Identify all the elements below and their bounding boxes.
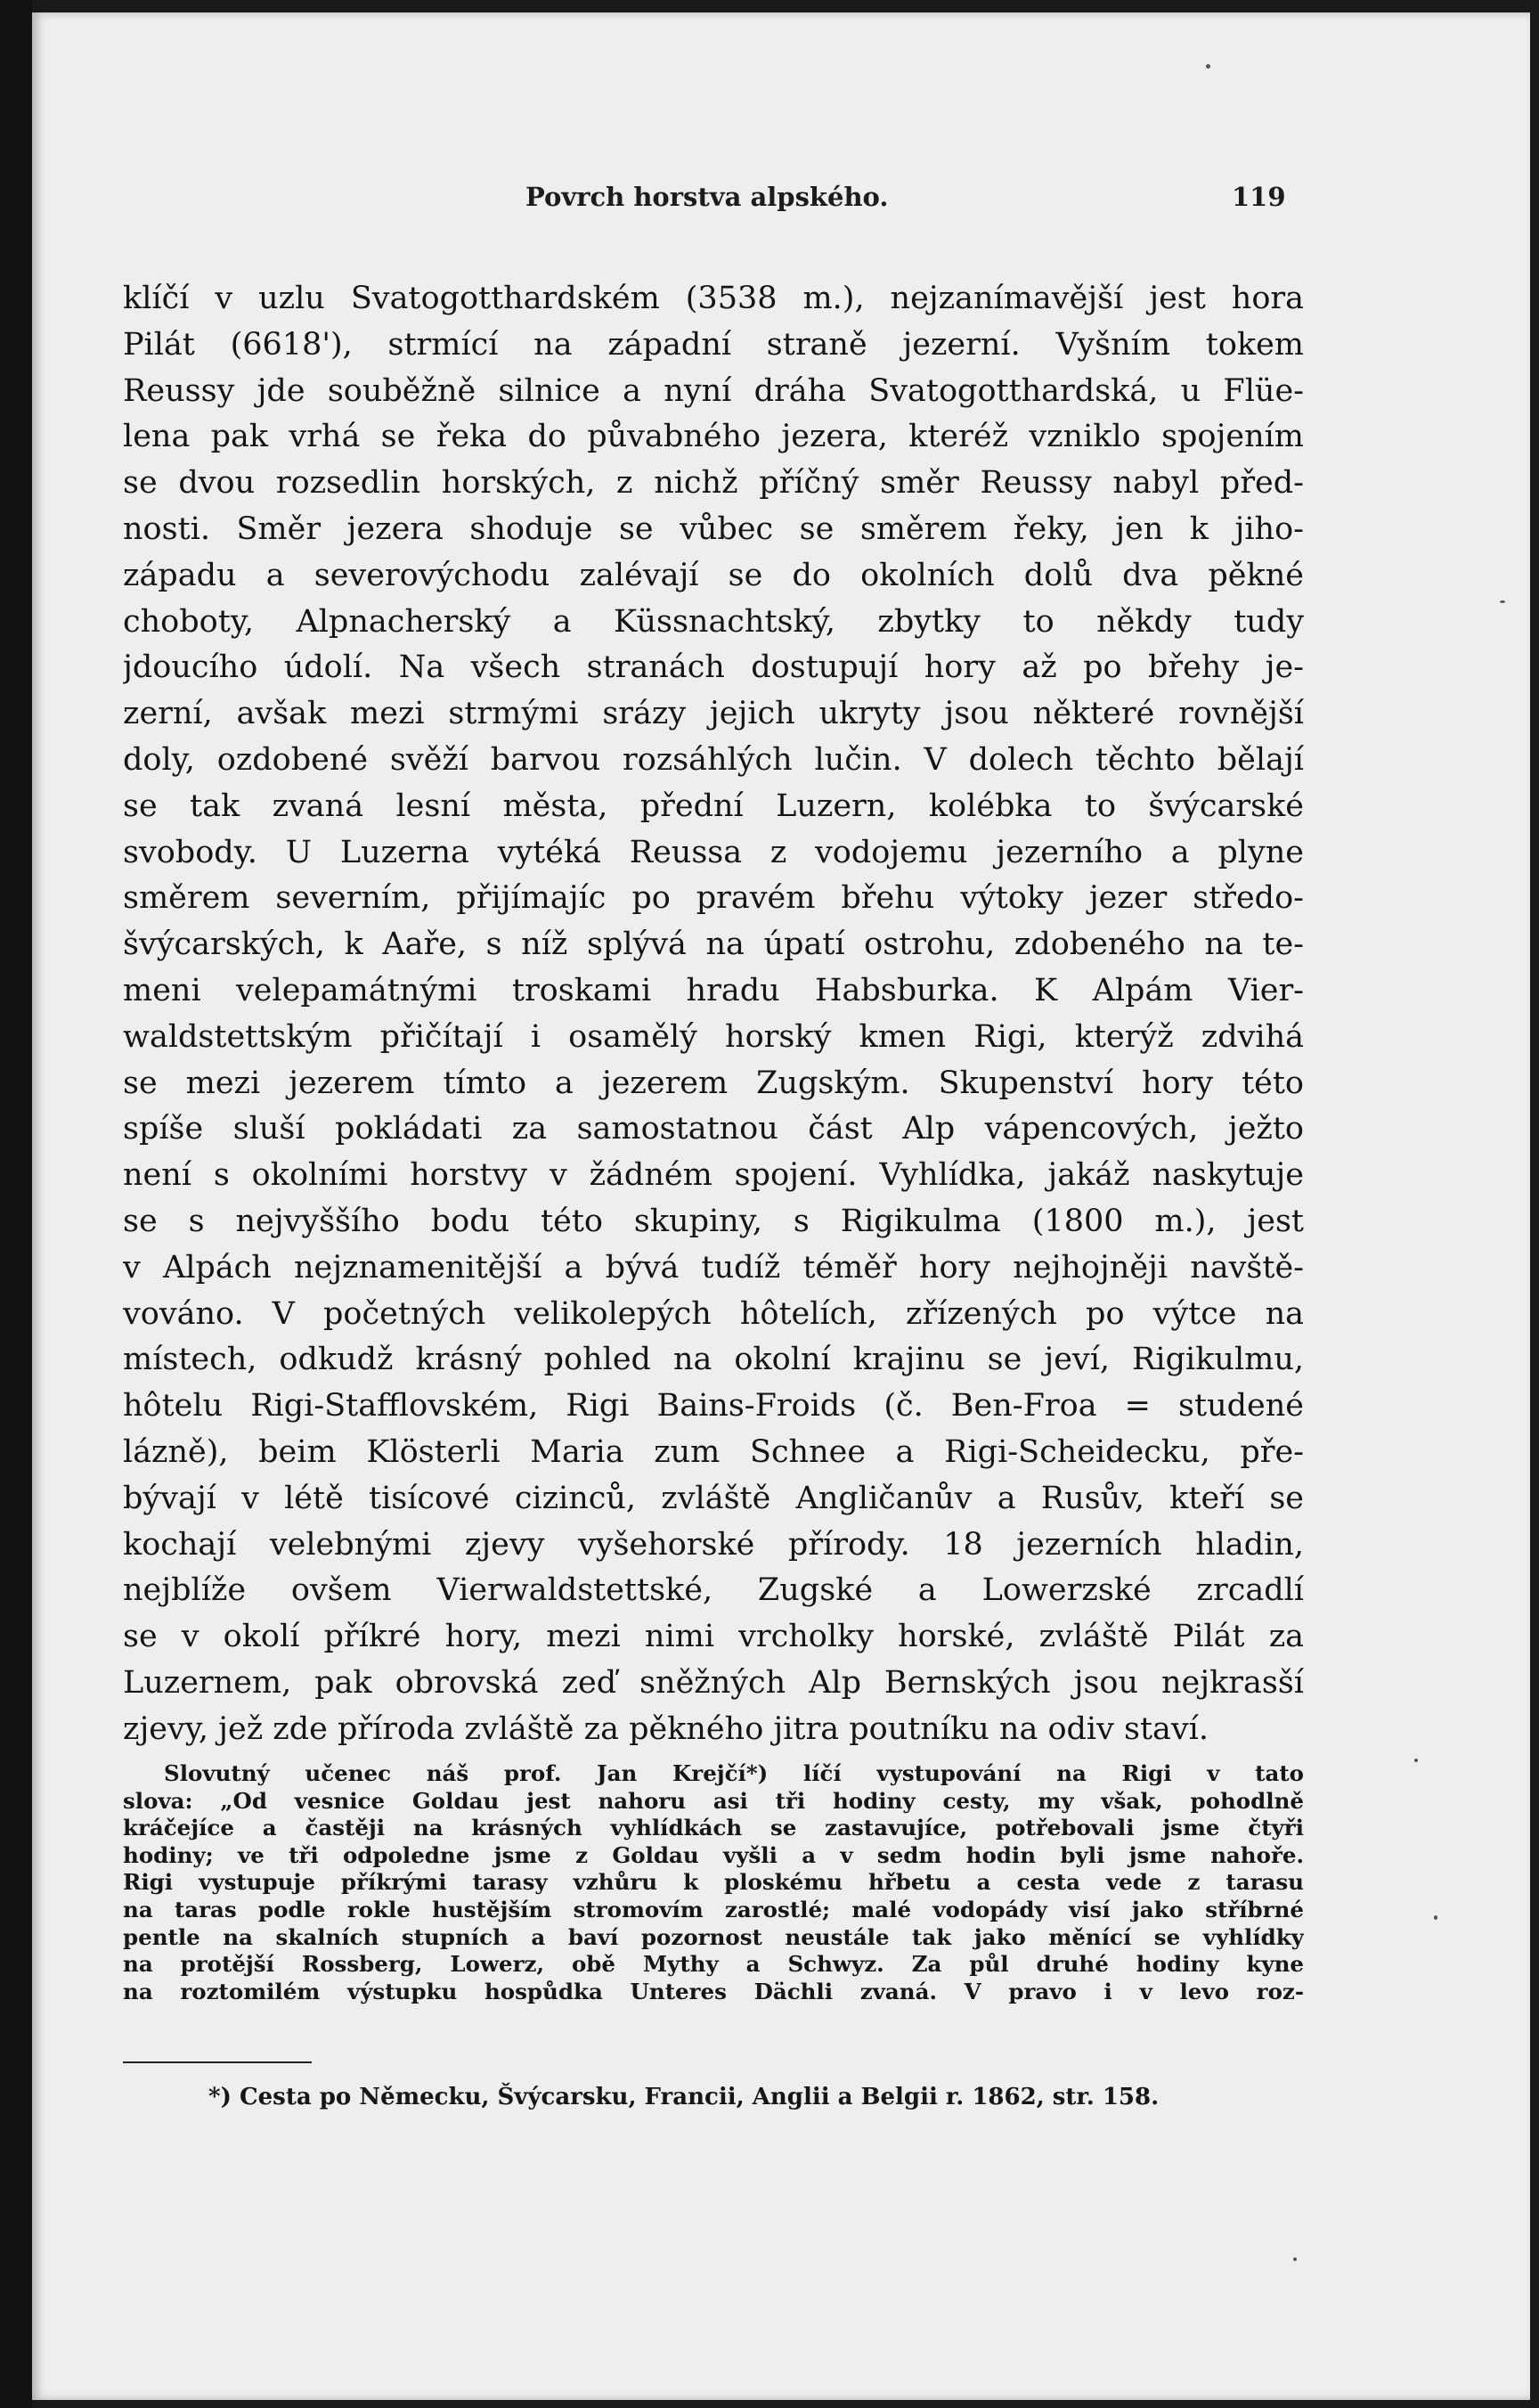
page-number: 119 xyxy=(1232,182,1286,212)
quote-line: na taras podle rokle hustějším stromovím zarostlé; malé vodopády visí jako stříbrné xyxy=(123,1896,1304,1922)
text-line: Reussy jde souběžně silnice a nyní dráha Svatogotthardská, u Flüe- xyxy=(123,372,1304,409)
text-line: spíše sluší pokládati za samostatnou část Alp vápencových, ježto xyxy=(123,1111,1304,1147)
text-line: v Alpách nejznamenitější a bývá tudíž téměř hory nejhojněji navště- xyxy=(123,1249,1304,1286)
quote-line: slova: „Od vesnice Goldau jest nahoru asi tři hodiny cesty, my však, pohodlně xyxy=(123,1787,1304,1814)
text-line: hôtelu Rigi-Stafflovském, Rigi Bains-Froids (č. Ben-Froa = studené xyxy=(123,1388,1304,1424)
text-line: není s okolními horstvy v žádném spojení. Vyhlídka, jakáž naskytuje xyxy=(123,1157,1304,1194)
text-line: se tak zvaná lesní města, přední Luzern, kolébka to švýcarské xyxy=(123,788,1304,824)
paper-speck xyxy=(1500,600,1505,603)
header-title: Povrch horstva alpského. xyxy=(525,182,889,212)
book-page xyxy=(32,12,1530,2400)
text-line: se v okolí příkré hory, mezi nimi vrcholky horské, zvláště Pilát za xyxy=(123,1619,1304,1655)
text-line: vováno. V početných velikolepých hôtelích, zřízených po výtce na xyxy=(123,1295,1304,1332)
text-line: svobody. U Luzerna vytéká Reussa z vodojemu jezerního a plyne xyxy=(123,834,1304,870)
text-line: nejblíže ovšem Vierwaldstettské, Zugské a Lowerzské zrcadlí xyxy=(123,1572,1304,1609)
text-line: choboty, Alpnacherský a Küssnachtský, zbytky to někdy tudy xyxy=(123,603,1304,640)
running-header xyxy=(32,182,1530,226)
quote-line: Slovutný učenec náš prof. Jan Krejčí*) líčí vystupování na Rigi v tato xyxy=(164,1760,1304,1786)
text-line: západu a severovýchodu zalévají se do okolních dolů dva pěkné xyxy=(123,557,1304,593)
text-line: meni velepamátnými troskami hradu Habsburka. K Alpám Vier- xyxy=(123,972,1304,1008)
text-line: se s nejvyššího bodu této skupiny, s Rigikulma (1800 m.), jest xyxy=(123,1203,1304,1239)
quote-line: kráčejíce a častěji na krásných vyhlídkách se zastavujíce, potřebovali jsme čtyři xyxy=(123,1815,1304,1841)
text-line: nosti. Směr jezera shoduje se vůbec se směrem řeky, jen k jiho- xyxy=(123,510,1304,547)
quote-line: Rigi vystupuje příkrými tarasy vzhůru k ploskému hřbetu a cesta vede z tarasu xyxy=(123,1869,1304,1896)
paper-speck xyxy=(1293,2257,1297,2261)
text-line: jdoucího údolí. Na všech stranách dostupují hory až po břehy je- xyxy=(123,649,1304,686)
text-line: Pilát (6618'), strmící na západní straně jezerní. Vyšním tokem xyxy=(123,326,1304,363)
main-paragraph xyxy=(123,276,1304,1753)
quotation-block xyxy=(123,1760,1304,2005)
text-line: směrem severním, přijímajíc po pravém břehu výtoky jezer středo- xyxy=(123,880,1304,917)
text-line: zerní, avšak mezi strmými srázy jejich ukryty jsou některé rovnější xyxy=(123,696,1304,732)
text-line: bývají v létě tisícové cizinců, zvláště Angličanův a Rusův, kteří se xyxy=(123,1480,1304,1516)
paper-speck xyxy=(1206,64,1210,69)
text-line: lena pak vrhá se řeka do půvabného jezera, kteréž vzniklo spojením xyxy=(123,419,1304,455)
text-line: švýcarských, k Aaře, s níž splývá na úpatí ostrohu, zdobeného na te- xyxy=(123,926,1304,963)
quote-line: na roztomilém výstupku hospůdka Unteres Dächli zvaná. V pravo i v levo roz- xyxy=(123,1978,1304,2004)
text-line: kochají velebnými zjevy vyšehorské přírody. 18 jezerních hladin, xyxy=(123,1526,1304,1563)
footnote-separator xyxy=(123,2061,312,2063)
text-line: Luzernem, pak obrovská zeď sněžných Alp Bernských jsou nejkrasší xyxy=(123,1664,1304,1701)
footnote: *) Cesta po Německu, Švýcarsku, Francii, Anglii a Belgii r. 1862, str. 158. xyxy=(208,2084,1160,2110)
text-line: lázně), beim Klösterli Maria zum Schnee a Rigi-Scheidecku, pře- xyxy=(123,1433,1304,1470)
text-line: se mezi jezerem tímto a jezerem Zugským. Skupenství hory této xyxy=(123,1065,1304,1101)
book-spine-shadow xyxy=(0,0,32,2408)
text-line: zjevy, jež zde příroda zvláště za pěkného jitra poutníku na odiv staví. xyxy=(123,1710,1209,1747)
text-line: klíčí v uzlu Svatogotthardském (3538 m.), nejzanímavější jest hora xyxy=(123,281,1304,316)
quote-line: na protější Rossberg, Lowerz, obě Mythy a Schwyz. Za půl druhé hodiny kyne xyxy=(123,1951,1304,1978)
paper-speck xyxy=(1434,1915,1437,1920)
text-line: doly, ozdobené svěží barvou rozsáhlých lučin. V dolech těchto bělají xyxy=(123,741,1304,778)
paper-speck xyxy=(1414,1759,1418,1762)
text-line: místech, odkudž krásný pohled na okolní krajinu se jeví, Rigikulmu, xyxy=(123,1342,1304,1378)
quote-line: hodiny; ve tři odpoledne jsme z Goldau vyšli a v sedm hodin byli jsme nahoře. xyxy=(123,1841,1304,1868)
quote-line: pentle na skalních stupních a baví pozornost neustále tak jako měnící se vyhlídky xyxy=(123,1923,1304,1950)
text-line: se dvou rozsedlin horských, z nichž příčný směr Reussy nabyl před- xyxy=(123,465,1304,502)
text-line: waldstettským přičítají i osamělý horský kmen Rigi, kterýž zdvihá xyxy=(123,1018,1304,1055)
